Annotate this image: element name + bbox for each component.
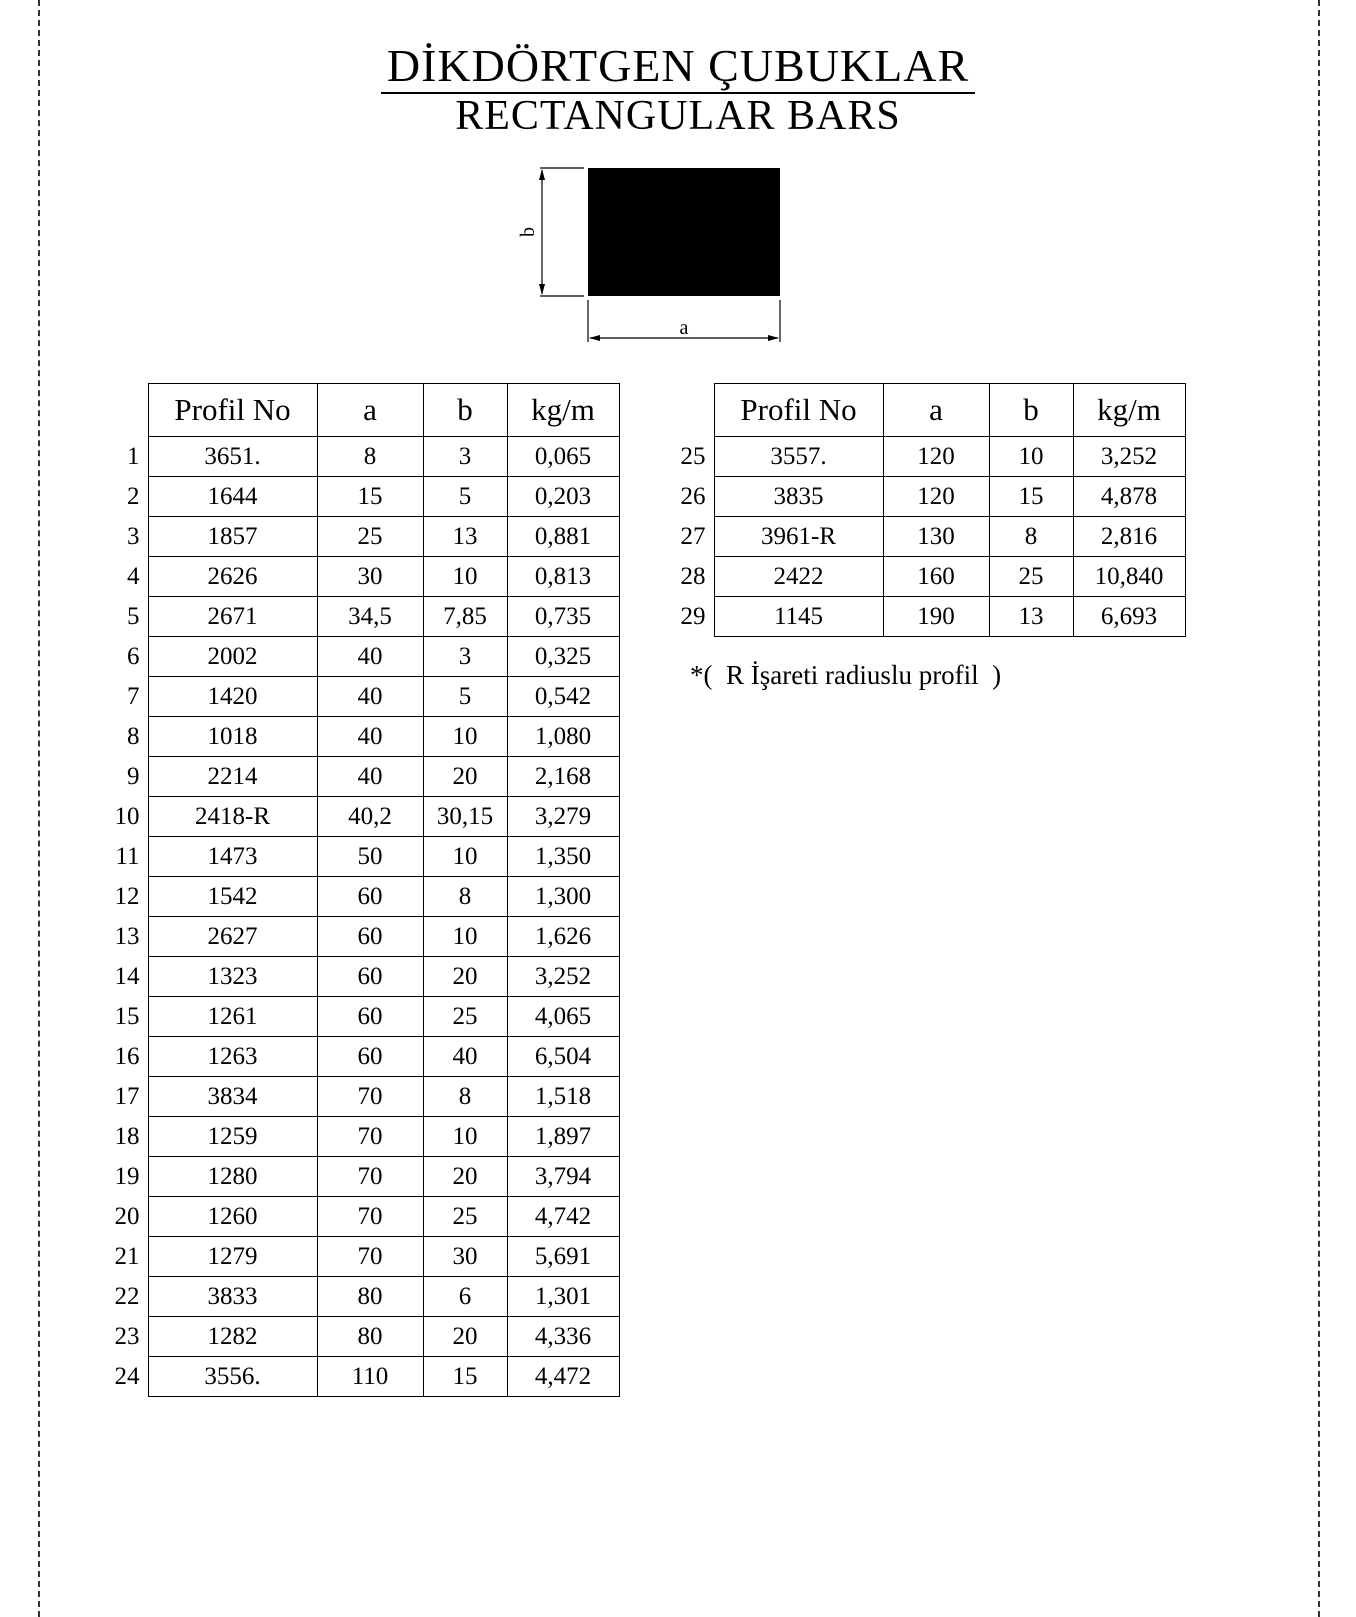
table-row bbox=[96, 1197, 619, 1237]
a-cell: 110 bbox=[317, 1357, 423, 1397]
b-cell: 30 bbox=[423, 1237, 507, 1277]
table-row bbox=[96, 837, 619, 877]
a-cell: 40,2 bbox=[317, 797, 423, 837]
b-cell: 20 bbox=[423, 1157, 507, 1197]
b-cell: 20 bbox=[423, 957, 507, 997]
table-row bbox=[96, 517, 619, 557]
profile-table-left bbox=[96, 383, 620, 1397]
table-row bbox=[96, 437, 619, 477]
profil-no-cell: 1420 bbox=[148, 677, 317, 717]
kg-m-cell: 4,878 bbox=[1073, 477, 1185, 517]
row-number: 3 bbox=[127, 522, 140, 550]
header-b: b bbox=[423, 384, 507, 437]
a-cell: 40 bbox=[317, 637, 423, 677]
profil-no-cell: 3557. bbox=[714, 437, 883, 477]
header-row-number bbox=[662, 384, 714, 437]
b-cell: 5 bbox=[423, 677, 507, 717]
b-cell: 3 bbox=[423, 437, 507, 477]
table-row bbox=[96, 757, 619, 797]
kg-m-cell: 4,336 bbox=[507, 1317, 619, 1357]
a-cell: 34,5 bbox=[317, 597, 423, 637]
a-cell: 25 bbox=[317, 517, 423, 557]
profil-no-cell: 1323 bbox=[148, 957, 317, 997]
row-number: 4 bbox=[127, 562, 140, 590]
a-cell: 60 bbox=[317, 957, 423, 997]
profil-no-cell: 2626 bbox=[148, 557, 317, 597]
a-cell: 80 bbox=[317, 1317, 423, 1357]
b-cell: 10 bbox=[423, 917, 507, 957]
row-number: 11 bbox=[115, 842, 140, 870]
profil-no-cell: 1279 bbox=[148, 1237, 317, 1277]
row-number: 22 bbox=[114, 1282, 140, 1310]
kg-m-cell: 2,168 bbox=[507, 757, 619, 797]
table-row bbox=[96, 1037, 619, 1077]
a-cell: 60 bbox=[317, 917, 423, 957]
b-cell: 6 bbox=[423, 1277, 507, 1317]
row-number: 21 bbox=[114, 1242, 140, 1270]
table-row bbox=[96, 1157, 619, 1197]
bar-cross-section bbox=[588, 168, 780, 296]
row-number: 15 bbox=[114, 1002, 140, 1030]
a-cell: 60 bbox=[317, 877, 423, 917]
cross-section-diagram bbox=[517, 160, 800, 350]
header-a: a bbox=[317, 384, 423, 437]
kg-m-cell: 6,693 bbox=[1073, 597, 1185, 637]
table-row bbox=[662, 477, 1185, 517]
profil-no-cell: 1145 bbox=[714, 597, 883, 637]
b-cell: 7,85 bbox=[423, 597, 507, 637]
a-cell: 70 bbox=[317, 1117, 423, 1157]
header-profil-no: Profil No bbox=[714, 384, 883, 437]
profil-no-cell: 1261 bbox=[148, 997, 317, 1037]
row-number: 12 bbox=[114, 882, 140, 910]
header-b: b bbox=[989, 384, 1073, 437]
row-number: 6 bbox=[127, 642, 140, 670]
kg-m-cell: 1,350 bbox=[507, 837, 619, 877]
table-row bbox=[96, 1077, 619, 1117]
profil-no-cell: 2214 bbox=[148, 757, 317, 797]
title-turkish: DİKDÖRTGEN ÇUBUKLAR bbox=[381, 40, 975, 94]
b-cell: 10 bbox=[989, 437, 1073, 477]
kg-m-cell: 0,065 bbox=[507, 437, 619, 477]
row-number: 9 bbox=[127, 762, 140, 790]
b-cell: 30,15 bbox=[423, 797, 507, 837]
table-row bbox=[96, 1277, 619, 1317]
table-row bbox=[662, 557, 1185, 597]
kg-m-cell: 3,252 bbox=[1073, 437, 1185, 477]
kg-m-cell: 3,279 bbox=[507, 797, 619, 837]
table-row bbox=[96, 637, 619, 677]
a-dimension-label: a bbox=[679, 317, 689, 339]
table-row bbox=[96, 1117, 619, 1157]
b-cell: 10 bbox=[423, 837, 507, 877]
b-cell: 8 bbox=[423, 877, 507, 917]
kg-m-cell: 0,735 bbox=[507, 597, 619, 637]
profil-no-cell: 3651. bbox=[148, 437, 317, 477]
a-cell: 60 bbox=[317, 1037, 423, 1077]
title-english: RECTANGULAR BARS bbox=[455, 93, 901, 139]
row-number: 5 bbox=[127, 602, 140, 630]
table-row bbox=[96, 1317, 619, 1357]
table-row bbox=[96, 797, 619, 837]
b-cell: 25 bbox=[423, 997, 507, 1037]
header-row-number bbox=[96, 384, 148, 437]
table-row bbox=[96, 477, 619, 517]
b-arrow-top bbox=[539, 169, 545, 180]
row-number: 23 bbox=[114, 1322, 140, 1350]
header-profil-no: Profil No bbox=[148, 384, 317, 437]
kg-m-cell: 3,794 bbox=[507, 1157, 619, 1197]
kg-m-cell: 4,742 bbox=[507, 1197, 619, 1237]
row-number: 18 bbox=[114, 1122, 140, 1150]
table-row bbox=[96, 917, 619, 957]
profil-no-cell: 3556. bbox=[148, 1357, 317, 1397]
profil-no-cell: 1542 bbox=[148, 877, 317, 917]
table-row bbox=[96, 957, 619, 997]
profil-no-cell: 3833 bbox=[148, 1277, 317, 1317]
kg-m-cell: 0,813 bbox=[507, 557, 619, 597]
a-cell: 70 bbox=[317, 1157, 423, 1197]
profil-no-cell: 3961-R bbox=[714, 517, 883, 557]
kg-m-cell: 1,626 bbox=[507, 917, 619, 957]
a-arrow-left bbox=[589, 335, 600, 341]
a-cell: 70 bbox=[317, 1077, 423, 1117]
kg-m-cell: 1,301 bbox=[507, 1277, 619, 1317]
table-row bbox=[96, 997, 619, 1037]
kg-m-cell: 1,518 bbox=[507, 1077, 619, 1117]
a-cell: 160 bbox=[883, 557, 989, 597]
kg-m-cell: 0,881 bbox=[507, 517, 619, 557]
row-number: 10 bbox=[114, 802, 140, 830]
row-number: 26 bbox=[680, 482, 706, 510]
a-cell: 130 bbox=[883, 517, 989, 557]
row-number: 17 bbox=[114, 1082, 140, 1110]
row-number: 16 bbox=[114, 1042, 140, 1070]
right-dashed-border bbox=[1318, 0, 1320, 1617]
b-cell: 25 bbox=[989, 557, 1073, 597]
row-number: 13 bbox=[114, 922, 140, 950]
b-arrow-bottom bbox=[539, 284, 545, 295]
row-number: 25 bbox=[680, 442, 706, 470]
profil-no-cell: 3835 bbox=[714, 477, 883, 517]
a-cell: 120 bbox=[883, 437, 989, 477]
kg-m-cell: 4,065 bbox=[507, 997, 619, 1037]
b-dimension-label: b bbox=[517, 227, 539, 237]
header-kg-m: kg/m bbox=[507, 384, 619, 437]
b-cell: 10 bbox=[423, 557, 507, 597]
row-number: 27 bbox=[680, 522, 706, 550]
row-number: 7 bbox=[127, 682, 140, 710]
kg-m-cell: 1,300 bbox=[507, 877, 619, 917]
kg-m-cell: 6,504 bbox=[507, 1037, 619, 1077]
table-header-row bbox=[96, 384, 619, 437]
kg-m-cell: 0,203 bbox=[507, 477, 619, 517]
b-cell: 25 bbox=[423, 1197, 507, 1237]
profil-no-cell: 1260 bbox=[148, 1197, 317, 1237]
b-cell: 13 bbox=[423, 517, 507, 557]
profil-no-cell: 2422 bbox=[714, 557, 883, 597]
b-cell: 13 bbox=[989, 597, 1073, 637]
table-row bbox=[662, 597, 1185, 637]
row-number: 14 bbox=[114, 962, 140, 990]
kg-m-cell: 5,691 bbox=[507, 1237, 619, 1277]
a-arrow-right bbox=[768, 335, 779, 341]
b-cell: 20 bbox=[423, 1317, 507, 1357]
row-number: 24 bbox=[114, 1362, 140, 1390]
b-cell: 5 bbox=[423, 477, 507, 517]
table-row bbox=[662, 517, 1185, 557]
b-cell: 15 bbox=[423, 1357, 507, 1397]
profil-no-cell: 2002 bbox=[148, 637, 317, 677]
profil-no-cell: 2627 bbox=[148, 917, 317, 957]
profil-no-cell: 1280 bbox=[148, 1157, 317, 1197]
profil-no-cell: 3834 bbox=[148, 1077, 317, 1117]
a-cell: 70 bbox=[317, 1237, 423, 1277]
b-cell: 10 bbox=[423, 717, 507, 757]
table-row bbox=[96, 1237, 619, 1277]
row-number: 8 bbox=[127, 722, 140, 750]
row-number: 28 bbox=[680, 562, 706, 590]
a-cell: 30 bbox=[317, 557, 423, 597]
profil-no-cell: 1644 bbox=[148, 477, 317, 517]
a-cell: 70 bbox=[317, 1197, 423, 1237]
table-row bbox=[662, 437, 1185, 477]
profil-no-cell: 1018 bbox=[148, 717, 317, 757]
profil-no-cell: 1282 bbox=[148, 1317, 317, 1357]
b-cell: 15 bbox=[989, 477, 1073, 517]
header-a: a bbox=[883, 384, 989, 437]
kg-m-cell: 4,472 bbox=[507, 1357, 619, 1397]
a-cell: 40 bbox=[317, 717, 423, 757]
table-row bbox=[96, 1357, 619, 1397]
profil-no-cell: 2671 bbox=[148, 597, 317, 637]
profil-no-cell: 1473 bbox=[148, 837, 317, 877]
b-cell: 10 bbox=[423, 1117, 507, 1157]
table-row bbox=[96, 557, 619, 597]
a-cell: 15 bbox=[317, 477, 423, 517]
a-cell: 40 bbox=[317, 757, 423, 797]
table-row bbox=[96, 717, 619, 757]
kg-m-cell: 0,542 bbox=[507, 677, 619, 717]
kg-m-cell: 0,325 bbox=[507, 637, 619, 677]
table-row bbox=[96, 597, 619, 637]
a-cell: 190 bbox=[883, 597, 989, 637]
b-cell: 8 bbox=[423, 1077, 507, 1117]
b-cell: 8 bbox=[989, 517, 1073, 557]
header-kg-m: kg/m bbox=[1073, 384, 1185, 437]
kg-m-cell: 10,840 bbox=[1073, 557, 1185, 597]
profil-no-cell: 1857 bbox=[148, 517, 317, 557]
profil-no-cell: 1259 bbox=[148, 1117, 317, 1157]
a-cell: 8 bbox=[317, 437, 423, 477]
kg-m-cell: 3,252 bbox=[507, 957, 619, 997]
table-row bbox=[96, 877, 619, 917]
row-number: 29 bbox=[680, 602, 706, 630]
a-cell: 60 bbox=[317, 997, 423, 1037]
a-cell: 80 bbox=[317, 1277, 423, 1317]
left-dashed-border bbox=[38, 0, 40, 1617]
radius-footnote: *( R İşareti radiuslu profil ) bbox=[690, 660, 1002, 690]
table-row bbox=[96, 677, 619, 717]
b-cell: 20 bbox=[423, 757, 507, 797]
a-cell: 50 bbox=[317, 837, 423, 877]
row-number: 20 bbox=[114, 1202, 140, 1230]
kg-m-cell: 1,897 bbox=[507, 1117, 619, 1157]
profile-table-right bbox=[662, 383, 1186, 637]
profil-no-cell: 2418-R bbox=[148, 797, 317, 837]
profil-no-cell: 1263 bbox=[148, 1037, 317, 1077]
a-cell: 40 bbox=[317, 677, 423, 717]
table-header-row bbox=[662, 384, 1185, 437]
a-cell: 120 bbox=[883, 477, 989, 517]
kg-m-cell: 2,816 bbox=[1073, 517, 1185, 557]
row-number: 1 bbox=[127, 442, 140, 470]
b-cell: 40 bbox=[423, 1037, 507, 1077]
title-turkish-container bbox=[0, 40, 1356, 96]
row-number: 19 bbox=[114, 1162, 140, 1190]
row-number: 2 bbox=[127, 482, 140, 510]
b-cell: 3 bbox=[423, 637, 507, 677]
kg-m-cell: 1,080 bbox=[507, 717, 619, 757]
